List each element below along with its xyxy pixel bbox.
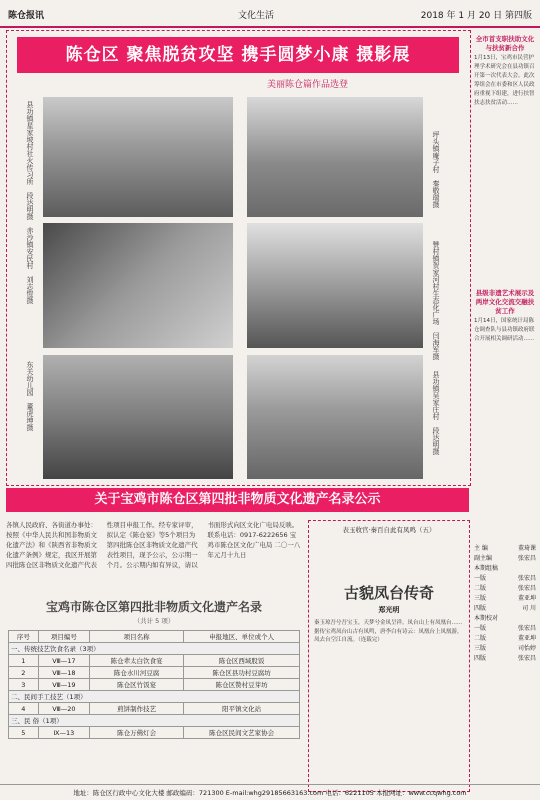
table-cell: 2 — [9, 667, 39, 679]
story-series-head: 表玉收官·秦百自此有凤鸣（五） — [342, 526, 436, 534]
table-category: 一、传统技艺饮食名录（3项） — [9, 643, 300, 655]
staff-row — [474, 594, 536, 604]
photo-caption: 赤沙镇安民村 刘志愷摄 — [26, 227, 34, 304]
photo-tree-road — [43, 223, 233, 348]
staff-role: 二版 — [474, 585, 487, 592]
table-category: 三、民 俗（1项） — [9, 715, 300, 727]
staff-row — [474, 624, 536, 634]
table-cell: 陈仓区西域股饭 — [184, 655, 300, 667]
story-box — [308, 520, 470, 792]
staff-row — [474, 644, 536, 654]
story-body: 秦玉琼吾兮吾宝玉，天梦兮金凤呈祥。凤台山上有凤凰台……据传宝鸡凤台山古有凤鸣，唐李白有诗云：凤凰台上凤凰游，凤去台空江自流。（连载完） — [314, 620, 463, 643]
staff-role: 本期组稿 — [474, 565, 499, 572]
table-category: 二、民间手工技艺（1项） — [9, 691, 300, 703]
table-header: 项目名称 — [90, 631, 184, 643]
staff-name: 张宏昌 — [517, 575, 536, 582]
staff-row — [474, 604, 536, 614]
staff-role: 四版 — [474, 655, 487, 662]
table-cell: 陈仓区县功村豆腐坊 — [184, 667, 300, 679]
sidebar-headline: 全市首支职扶助文化与扶贫新合作 — [475, 35, 535, 52]
staff-role: 副主编 — [474, 555, 493, 562]
staff-row — [474, 634, 536, 644]
story-author: 郑光明 — [378, 606, 400, 614]
staff-row — [474, 584, 536, 594]
staff-row — [474, 564, 536, 574]
paper-name: 陈仓报讯 — [8, 11, 45, 21]
photo-caption: 东关幼儿园 董虎坤摄 — [26, 361, 34, 431]
table-cell: Ⅸ—13 — [38, 727, 89, 739]
staff-role: 主 编 — [474, 545, 488, 552]
photo-village-hall — [43, 97, 233, 217]
table-cell: Ⅷ—17 — [38, 655, 89, 667]
staff-row — [474, 544, 536, 554]
table-cell: 陈仓区民间文艺家协会 — [184, 727, 300, 739]
table-header: 项目编号 — [38, 631, 89, 643]
staff-list — [474, 544, 536, 664]
table-cell: 4 — [9, 703, 39, 715]
section-name: 文化生活 — [238, 11, 275, 21]
photo-river-village — [247, 355, 423, 479]
staff-name: 董琦课 — [517, 545, 536, 552]
table-header: 序号 — [9, 631, 39, 643]
table-cell: 陈仓万佛灯会 — [90, 727, 184, 739]
photo-caption: 县功镇吴家庄村 段达明摄 — [432, 371, 440, 455]
photo-caption: 县功镇星家坡村社火传习所 段达明摄 — [26, 101, 34, 220]
notice-title: 关于宝鸡市陈仓区第四批非物质文化遗产名录公示 — [6, 488, 469, 512]
page-header — [0, 0, 540, 28]
table-header-row — [9, 631, 300, 643]
table-category-row — [9, 691, 300, 703]
staff-role: 三版 — [474, 595, 487, 602]
photo-exhibition-banner — [6, 30, 471, 486]
table-cell: 陈仓辈太白饮食宴 — [90, 655, 184, 667]
staff-name: 董亚坤 — [517, 635, 536, 642]
table-cell: 煎饼制作技艺 — [90, 703, 184, 715]
staff-row — [474, 554, 536, 564]
photo-mountain-village — [247, 97, 423, 217]
heritage-table — [8, 630, 300, 739]
staff-role: 三版 — [474, 645, 487, 652]
photo-caption: 坪头镇庵子村 秦敬瑞摄 — [432, 131, 440, 208]
table-category-row — [9, 643, 300, 655]
staff-row — [474, 654, 536, 664]
table-cell: 5 — [9, 727, 39, 739]
photo-caption: 赞村镇贺家河村生态化广场 闫海军摄 — [432, 241, 440, 360]
photo-kindergarten — [43, 355, 233, 479]
staff-name: 张宏昌 — [517, 585, 536, 592]
table-cell: 1 — [9, 655, 39, 667]
table-cell: Ⅷ—18 — [38, 667, 89, 679]
table-cell: Ⅷ—20 — [38, 703, 89, 715]
table-header: 申报地区、单位或个人 — [184, 631, 300, 643]
sidebar-headline: 县级非遗艺术展示及两岸文化交流交融扶贫工作 — [475, 289, 535, 315]
table-row — [9, 667, 300, 679]
staff-role: 一版 — [474, 575, 487, 582]
table-row — [9, 655, 300, 667]
staff-name: 司怡婷 — [517, 645, 536, 652]
staff-role: 一版 — [474, 625, 487, 632]
page-footer: 地址：陈仓区行政中心文化大楼 邮政编码：721300 E-mail:whg29185663163.com 电话：6221105 本报网址：www.ccqwhg.com — [0, 784, 540, 797]
staff-role: 本期校对 — [474, 615, 499, 622]
staff-name: 张宏昌 — [517, 655, 536, 662]
sidebar-column — [474, 30, 536, 792]
staff-row — [474, 614, 536, 624]
sidebar-article: 1月13日，宝鸡市民营护理学术研究会在县功镇召开第一次代表大会。此次筹组会在市委和区人民政府重视下组建，进行扶智扶志扶贫活动…… — [474, 55, 535, 106]
table-cell: 阳平镇文化站 — [184, 703, 300, 715]
sidebar-article: 1月14日，国家统计局陈仓调查队与县功镇政府联合开展相关调研活动…… — [474, 318, 535, 342]
staff-role: 四版 — [474, 605, 487, 612]
table-cell: 3 — [9, 679, 39, 691]
banner-title: 陈仓区 聚焦脱贫攻坚 携手圆梦小康 摄影展 — [17, 37, 459, 73]
table-cell: Ⅷ—19 — [38, 679, 89, 691]
table-cell: 陈仓区竹饭宴 — [90, 679, 184, 691]
staff-name: 张宏昌 — [517, 555, 536, 562]
staff-name: 董亚坤 — [517, 595, 536, 602]
table-row — [9, 679, 300, 691]
table-count: （共计 5 项） — [133, 617, 175, 625]
table-row — [9, 727, 300, 739]
staff-row — [474, 574, 536, 584]
notice-body: 各镇人民政府、各街道办事处：按照《中华人民共和国非物质文化遗产法》和《陕西省非物质文化遗产条例》规定，我区开展第四批陈仓区非物质文化遗产代表性项目申报工作。经专家评审，拟认定《陈仓宴》等5个项目为第四批陈仓区非物质文化遗产代表性项目，现予公示，公示期一个月。公示期内如有异议，请以书面形式向区文化广电局反映。联系电话：0917-6222656 宝鸡市陈仓区文化广电局 二〇一八年元月十九日 — [6, 521, 301, 569]
table-cell: 陈仓区赞村豆芽坊 — [184, 679, 300, 691]
photo-village-square — [247, 223, 423, 348]
issue-date: 2018 年 1 月 20 日 第四版 — [420, 11, 532, 21]
banner-subtitle: 美丽陈仓篇作品选登 — [267, 80, 349, 90]
story-title: 古貌凤台传奇 — [343, 584, 434, 602]
table-title: 宝鸡市陈仓区第四批非物质文化遗产名录 — [45, 600, 262, 614]
staff-name: 张宏昌 — [517, 625, 536, 632]
staff-role: 二版 — [474, 635, 487, 642]
table-row — [9, 703, 300, 715]
table-category-row — [9, 715, 300, 727]
table-cell: 陈仓水川河豆腐 — [90, 667, 184, 679]
staff-name: 司 川 — [522, 605, 536, 612]
